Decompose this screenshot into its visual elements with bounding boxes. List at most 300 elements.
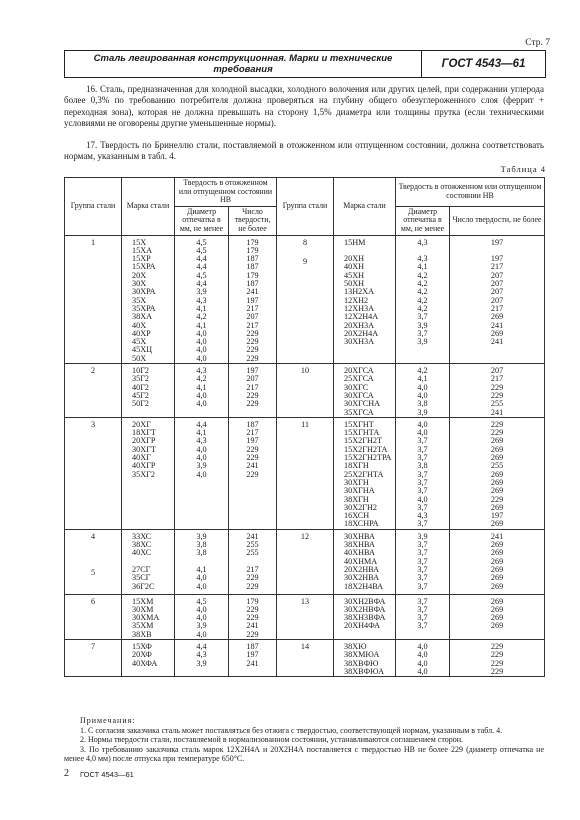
- hardness-number: 197: [490, 237, 504, 247]
- hardness-number: 241: [490, 407, 504, 417]
- steel-grade: 18ХСНРА: [344, 519, 379, 529]
- steel-grade: 40ХФА: [132, 658, 158, 668]
- indent-diameter: 4,2: [417, 270, 428, 280]
- hardness-number: 207: [490, 295, 504, 305]
- steel-grade: 20ХН3А: [344, 320, 375, 330]
- diameter-cell: [396, 417, 450, 529]
- diameter-cell: [175, 417, 229, 529]
- indent-diameter: 3,7: [417, 477, 428, 487]
- indent-diameter: 4,0: [196, 399, 207, 409]
- indent-diameter: 4,0: [417, 658, 428, 668]
- note-3: 3. По требованию заказчика сталь марок 12Х2Н4А и 20Х2Н4А поставляется с твердостью НВ не более 229 (диаметр отпечатка не менее 4,0 мм) после отпуска при температуре 650°С.: [64, 744, 544, 764]
- indent-diameter: 4,5: [196, 237, 207, 247]
- indent-diameter: 4,4: [196, 279, 207, 289]
- indent-diameter: 4,1: [196, 320, 207, 330]
- indent-diameter: 4,3: [196, 650, 207, 660]
- indent-diameter: 4,1: [417, 374, 428, 384]
- grade-cell: [334, 364, 396, 418]
- indent-diameter: 4,0: [196, 353, 207, 363]
- indent-diameter: 3,9: [417, 531, 428, 541]
- steel-grade: 15Х2ГН2Т: [344, 436, 382, 446]
- number-cell: [450, 235, 545, 364]
- indent-diameter: 4,3: [196, 436, 207, 446]
- hardness-number: 217: [246, 320, 259, 330]
- steel-grade: 30ХГС: [344, 382, 369, 392]
- indent-diameter: 3,7: [417, 604, 428, 614]
- indent-diameter: 3,7: [417, 469, 428, 479]
- indent-diameter: 3,7: [417, 486, 428, 496]
- header-diameter: Диаметр отпечатка в мм, не менее: [175, 206, 229, 235]
- steel-grade: 15НМ: [344, 237, 366, 247]
- diameter-cell: [175, 640, 229, 677]
- steel-grade: 30ХНВА: [344, 531, 375, 541]
- hardness-number: 229: [490, 666, 504, 676]
- number-cell: [229, 417, 277, 529]
- indent-diameter: 3,7: [417, 548, 428, 558]
- hardness-number: 229: [246, 328, 259, 338]
- hardness-number: 229: [246, 604, 259, 614]
- hardness-number: 269: [490, 436, 504, 446]
- hardness-number: 217: [246, 564, 259, 574]
- grade-cell: [122, 235, 175, 364]
- indent-diameter: 4,0: [417, 494, 428, 504]
- hardness-number: 269: [490, 312, 504, 322]
- hardness-number: 207: [246, 374, 259, 384]
- hardness-number: 269: [490, 581, 504, 591]
- steel-grade: 40ХГ: [132, 453, 151, 463]
- steel-grade: 12Х2Н4А: [344, 312, 379, 322]
- hardness-number: 217: [246, 303, 259, 313]
- indent-diameter: 4,5: [196, 245, 207, 255]
- steel-grade: 45Х: [132, 337, 147, 347]
- steel-grade: 15ХГНТ: [344, 419, 374, 429]
- hardness-number: 187: [246, 254, 259, 264]
- paragraph-16: 16. Сталь, предназначенная для холодной высадки, холодного волочения или других целей, при содержании углерода более 0,3% по требованию потребителя должна проверяться на глубину общего обезуглероженного слоя (феррит + переходная зона), которая не должна превышать на сторону 1,5% диаметра или толщины прутка (если техническими условиями не оговорены другие уменьшенные нормы).: [64, 84, 544, 129]
- indent-diameter: 4,0: [196, 629, 207, 639]
- grade-cell: [122, 640, 175, 677]
- steel-grade: 30ХН3А: [344, 337, 375, 347]
- steel-grade: 15ХМ: [132, 596, 154, 606]
- hardness-number: 241: [490, 337, 504, 347]
- header-diameter-right: Диаметр отпечатка в мм, не менее: [396, 206, 450, 235]
- hardness-number: 241: [246, 531, 259, 541]
- diameter-cell: [396, 529, 450, 594]
- group-cell: [277, 417, 334, 529]
- group-cell: [65, 529, 122, 594]
- group-number: 1: [90, 237, 96, 247]
- hardness-number: 255: [246, 548, 259, 558]
- indent-diameter: 4,0: [196, 345, 207, 355]
- indent-diameter: 4,0: [417, 666, 428, 676]
- steel-grade: 35Х: [132, 295, 147, 305]
- hardness-number: 229: [246, 629, 259, 639]
- steel-grade: 18ХГТ: [132, 428, 156, 438]
- indent-diameter: 3,7: [417, 581, 428, 591]
- steel-grade: 25Х2ГНТА: [344, 469, 384, 479]
- indent-diameter: 3,7: [417, 573, 428, 583]
- steel-grade: 35ХМ: [132, 621, 154, 631]
- indent-diameter: 3,7: [417, 436, 428, 446]
- group-cell: [65, 235, 122, 364]
- hardness-number: 269: [490, 604, 504, 614]
- hardness-number: 269: [490, 328, 504, 338]
- indent-diameter: 4,0: [196, 444, 207, 454]
- hardness-number: 255: [490, 461, 504, 471]
- indent-diameter: 3,7: [417, 621, 428, 631]
- steel-grade: 38ХА: [132, 312, 153, 322]
- header-number: Число твердости, не более: [229, 206, 277, 235]
- indent-diameter: 4,3: [417, 511, 428, 521]
- steel-grade: 40Х: [132, 320, 147, 330]
- indent-diameter: 3,7: [417, 613, 428, 623]
- indent-diameter: 4,1: [196, 428, 207, 438]
- hardness-number: 229: [490, 494, 504, 504]
- indent-diameter: 3,9: [417, 337, 428, 347]
- indent-diameter: 3,9: [417, 407, 428, 417]
- steel-grade: 38ХН3ВФА: [344, 613, 386, 623]
- number-cell: [450, 364, 545, 418]
- indent-diameter: 4,2: [196, 374, 207, 384]
- indent-diameter: 4,0: [196, 337, 207, 347]
- hardness-number: 187: [246, 642, 259, 652]
- group-number: 10: [300, 366, 310, 376]
- hardness-number: 229: [246, 399, 259, 409]
- indent-diameter: 3,7: [417, 328, 428, 338]
- grade-cell: [334, 235, 396, 364]
- hardness-number: 187: [246, 262, 259, 272]
- hardness-number: 197: [490, 511, 504, 521]
- steel-grade: 20ХГР: [132, 436, 156, 446]
- steel-grade: 45Г2: [132, 390, 150, 400]
- number-cell: [229, 235, 277, 364]
- hardness-number: 269: [490, 564, 504, 574]
- indent-diameter: 4,2: [417, 287, 428, 297]
- steel-grade: 50Г2: [132, 399, 150, 409]
- diameter-cell: [175, 364, 229, 418]
- steel-grade: 40ХР: [132, 328, 151, 338]
- indent-diameter: 3,7: [417, 556, 428, 566]
- steel-grade: 20Х: [132, 270, 147, 280]
- steel-grade: 40ХНМА: [344, 556, 378, 566]
- group-cell: [65, 417, 122, 529]
- group-number: 3: [90, 419, 96, 429]
- table-row: [65, 364, 545, 418]
- hardness-number: 197: [490, 254, 504, 264]
- steel-grade: 30ХГСА: [344, 390, 374, 400]
- group-number: 6: [90, 596, 96, 606]
- steel-grade: 35ХГСА: [344, 407, 374, 417]
- steel-grade: 30Х2ГН2: [344, 502, 377, 512]
- steel-grade: 12ХН3А: [344, 303, 375, 313]
- hardness-number: 229: [490, 382, 504, 392]
- steel-grade: 20ХГСА: [344, 366, 374, 376]
- hardness-number: 187: [246, 279, 259, 289]
- group-number: 11: [301, 419, 309, 429]
- number-cell: [450, 529, 545, 594]
- steel-grade: 15Х2ГН2ТА: [344, 444, 388, 454]
- steel-grade: 16ХСН: [344, 511, 370, 521]
- hardness-number: 269: [490, 613, 504, 623]
- group-number: 7: [90, 642, 96, 652]
- hardness-table: [64, 177, 545, 677]
- table-row: [65, 417, 545, 529]
- steel-grade: 27СГ: [132, 564, 151, 574]
- indent-diameter: 4,2: [417, 303, 428, 313]
- steel-grade: 20ХН: [344, 254, 365, 264]
- steel-grade: 38ХНВА: [344, 540, 375, 550]
- steel-grade: 15ХФ: [132, 642, 152, 652]
- hardness-number: 269: [490, 486, 504, 496]
- steel-grade: 38ХС: [132, 540, 152, 550]
- steel-grade: 30ХГН: [344, 477, 369, 487]
- indent-diameter: 4,3: [196, 366, 207, 376]
- indent-diameter: 4,0: [417, 428, 428, 438]
- hardness-number: 229: [490, 390, 504, 400]
- hardness-number: 269: [490, 540, 504, 550]
- indent-diameter: 4,2: [417, 366, 428, 376]
- hardness-number: 269: [490, 548, 504, 558]
- grade-cell: [334, 417, 396, 529]
- indent-diameter: 4,3: [196, 295, 207, 305]
- hardness-number: 179: [246, 237, 259, 247]
- indent-diameter: 4,2: [417, 295, 428, 305]
- indent-diameter: 4,3: [417, 237, 428, 247]
- indent-diameter: 4,0: [417, 642, 428, 652]
- indent-diameter: 4,4: [196, 419, 207, 429]
- hardness-number: 207: [490, 270, 504, 280]
- indent-diameter: 3,7: [417, 444, 428, 454]
- steel-grade: 18Х2Н4ВА: [344, 581, 384, 591]
- hardness-number: 217: [490, 262, 504, 272]
- table-row: [65, 640, 545, 677]
- indent-diameter: 4,2: [417, 279, 428, 289]
- group-number: 4: [90, 531, 96, 541]
- indent-diameter: 3,7: [417, 564, 428, 574]
- indent-diameter: 4,5: [196, 270, 207, 280]
- indent-diameter: 4,0: [196, 453, 207, 463]
- steel-grade: 15ХР: [132, 254, 151, 264]
- hardness-number: 179: [246, 245, 259, 255]
- steel-grade: 12ХН2: [344, 295, 369, 305]
- hardness-number: 197: [246, 366, 259, 376]
- header-grade: Марка стали: [122, 178, 175, 236]
- grade-cell: [334, 594, 396, 640]
- group-number: 14: [300, 642, 310, 652]
- hardness-number: 229: [490, 419, 504, 429]
- steel-grade: 30Х2НВФА: [344, 604, 386, 614]
- hardness-number: 269: [490, 477, 504, 487]
- hardness-number: 207: [246, 312, 259, 322]
- hardness-number: 269: [490, 556, 504, 566]
- steel-grade: 38ХМЮА: [344, 650, 380, 660]
- grade-cell: [122, 364, 175, 418]
- steel-grade: 30ХН2ВФА: [344, 596, 386, 606]
- indent-diameter: 4,5: [196, 596, 207, 606]
- document-header: [64, 50, 546, 78]
- indent-diameter: 4,0: [417, 650, 428, 660]
- indent-diameter: 4,0: [196, 469, 207, 479]
- table-caption: Таблица 4: [500, 164, 546, 174]
- steel-grade: 36Г2С: [132, 581, 155, 591]
- table-row: [65, 529, 545, 594]
- header-hardness: Твердость в отожженном или отпущенном состоянии НВ: [175, 178, 277, 207]
- steel-grade: 15Х2ГН2ТРА: [344, 453, 392, 463]
- hardness-number: 229: [490, 428, 504, 438]
- indent-diameter: 4,0: [196, 573, 207, 583]
- header-group: Группа стали: [65, 178, 122, 236]
- footer-standard: ГОСТ 4543—61: [80, 770, 134, 779]
- grade-cell: [334, 529, 396, 594]
- group-cell: [277, 235, 334, 364]
- hardness-number: 217: [490, 303, 504, 313]
- table-body: [65, 235, 545, 677]
- indent-diameter: 4,4: [196, 262, 207, 272]
- steel-grade: 20Х2Н4А: [344, 328, 379, 338]
- steel-grade: 33ХС: [132, 531, 152, 541]
- indent-diameter: 4,0: [417, 419, 428, 429]
- hardness-number: 229: [246, 573, 259, 583]
- number-cell: [450, 594, 545, 640]
- indent-diameter: 3,7: [417, 519, 428, 529]
- hardness-number: 229: [246, 469, 259, 479]
- group-cell: [65, 594, 122, 640]
- diameter-cell: [396, 235, 450, 364]
- steel-grade: 35СГ: [132, 573, 151, 583]
- group-cell: [277, 364, 334, 418]
- diameter-cell: [175, 235, 229, 364]
- steel-grade: 30ХГСНА: [344, 399, 381, 409]
- hardness-number: 217: [246, 428, 259, 438]
- notes-title: Примечания:: [80, 716, 136, 725]
- page-number: Стр. 7: [525, 38, 550, 48]
- indent-diameter: 4,0: [196, 613, 207, 623]
- steel-grade: 20ХН4ФА: [344, 621, 380, 631]
- steel-grade: 13Н2ХА: [344, 287, 375, 297]
- hardness-number: 229: [246, 353, 259, 363]
- hardness-number: 207: [490, 279, 504, 289]
- hardness-number: 217: [490, 374, 504, 384]
- number-cell: [229, 594, 277, 640]
- notes: [64, 716, 544, 764]
- steel-grade: 20ХГ: [132, 419, 151, 429]
- indent-diameter: 3,8: [417, 399, 428, 409]
- steel-grade: 35Г2: [132, 374, 150, 384]
- hardness-number: 229: [246, 345, 259, 355]
- number-cell: [450, 417, 545, 529]
- hardness-number: 179: [246, 596, 259, 606]
- steel-grade: 15Х: [132, 237, 147, 247]
- steel-grade: 38ХЮ: [344, 642, 367, 652]
- hardness-number: 229: [490, 642, 504, 652]
- group-cell: [65, 364, 122, 418]
- indent-diameter: 4,0: [196, 604, 207, 614]
- hardness-number: 255: [246, 540, 259, 550]
- diameter-cell: [396, 640, 450, 677]
- hardness-number: 241: [246, 658, 259, 668]
- indent-diameter: 4,4: [196, 254, 207, 264]
- hardness-number: 269: [490, 453, 504, 463]
- hardness-number: 197: [246, 650, 259, 660]
- hardness-number: 269: [490, 469, 504, 479]
- hardness-number: 207: [490, 366, 504, 376]
- hardness-number: 229: [246, 390, 259, 400]
- indent-diameter: 3,9: [417, 320, 428, 330]
- steel-grade: 18ХГН: [344, 461, 369, 471]
- indent-diameter: 3,8: [196, 540, 207, 550]
- hardness-number: 269: [490, 444, 504, 454]
- steel-grade: 40ХН: [344, 262, 365, 272]
- hardness-number: 269: [490, 596, 504, 606]
- indent-diameter: 4,0: [417, 382, 428, 392]
- hardness-number: 241: [246, 287, 259, 297]
- hardness-number: 269: [490, 621, 504, 631]
- steel-grade: 30ХМ: [132, 604, 154, 614]
- hardness-number: 229: [246, 337, 259, 347]
- group-number: 13: [300, 596, 310, 606]
- indent-diameter: 4,3: [417, 254, 428, 264]
- header-group-right: Группа стали: [277, 178, 334, 236]
- group-number: 2: [90, 366, 96, 376]
- hardness-number: 269: [490, 519, 504, 529]
- hardness-number: 269: [490, 573, 504, 583]
- header-grade-right: Марка стали: [334, 178, 396, 236]
- steel-grade: 30ХМА: [132, 613, 160, 623]
- indent-diameter: 4,4: [196, 642, 207, 652]
- steel-grade: 10Г2: [132, 366, 150, 376]
- indent-diameter: 3,8: [196, 548, 207, 558]
- steel-grade: 30ХРА: [132, 287, 156, 297]
- indent-diameter: 3,9: [196, 461, 207, 471]
- number-cell: [229, 364, 277, 418]
- steel-grade: 38ХВФЮА: [344, 666, 385, 676]
- indent-diameter: 3,7: [417, 540, 428, 550]
- steel-grade: 38ХГН: [344, 494, 369, 504]
- grade-cell: [122, 529, 175, 594]
- header-hardness-right: Твердость в отожженном или отпущенном состоянии НВ: [396, 178, 545, 207]
- steel-grade: 40ХГР: [132, 461, 156, 471]
- steel-grade: 30Х2НВА: [344, 573, 379, 583]
- indent-diameter: 4,0: [196, 328, 207, 338]
- hardness-number: 229: [246, 444, 259, 454]
- steel-grade: 20ХФ: [132, 650, 152, 660]
- header-title: Сталь легированная конструкционная. Марки и технические требования: [65, 51, 422, 77]
- header-number-right: Число твердости, не более: [450, 206, 545, 235]
- group-number: 12: [300, 531, 310, 541]
- hardness-number: 241: [490, 531, 504, 541]
- grade-cell: [122, 417, 175, 529]
- indent-diameter: 3,8: [417, 461, 428, 471]
- note-1: 1. С согласия заказчика сталь может поставляться без отжига с твердостью, соответствующей нормам, указанным в табл. 4.: [80, 725, 503, 735]
- hardness-number: 241: [246, 621, 259, 631]
- indent-diameter: 3,7: [417, 312, 428, 322]
- hardness-number: 229: [490, 650, 504, 660]
- indent-diameter: 3,7: [417, 502, 428, 512]
- steel-grade: 20Х2НВА: [344, 564, 379, 574]
- steel-grade: 50Х: [132, 353, 147, 363]
- hardness-number: 229: [490, 658, 504, 668]
- hardness-number: 207: [490, 287, 504, 297]
- group-cell: [65, 640, 122, 677]
- group-cell: [277, 529, 334, 594]
- hardness-number: 255: [490, 399, 504, 409]
- indent-diameter: 4,1: [196, 382, 207, 392]
- group-number: 8: [302, 237, 308, 247]
- diameter-cell: [396, 364, 450, 418]
- hardness-number: 269: [490, 502, 504, 512]
- steel-grade: 15ХРА: [132, 262, 156, 272]
- indent-diameter: 3,9: [196, 287, 207, 297]
- indent-diameter: 4,0: [196, 581, 207, 591]
